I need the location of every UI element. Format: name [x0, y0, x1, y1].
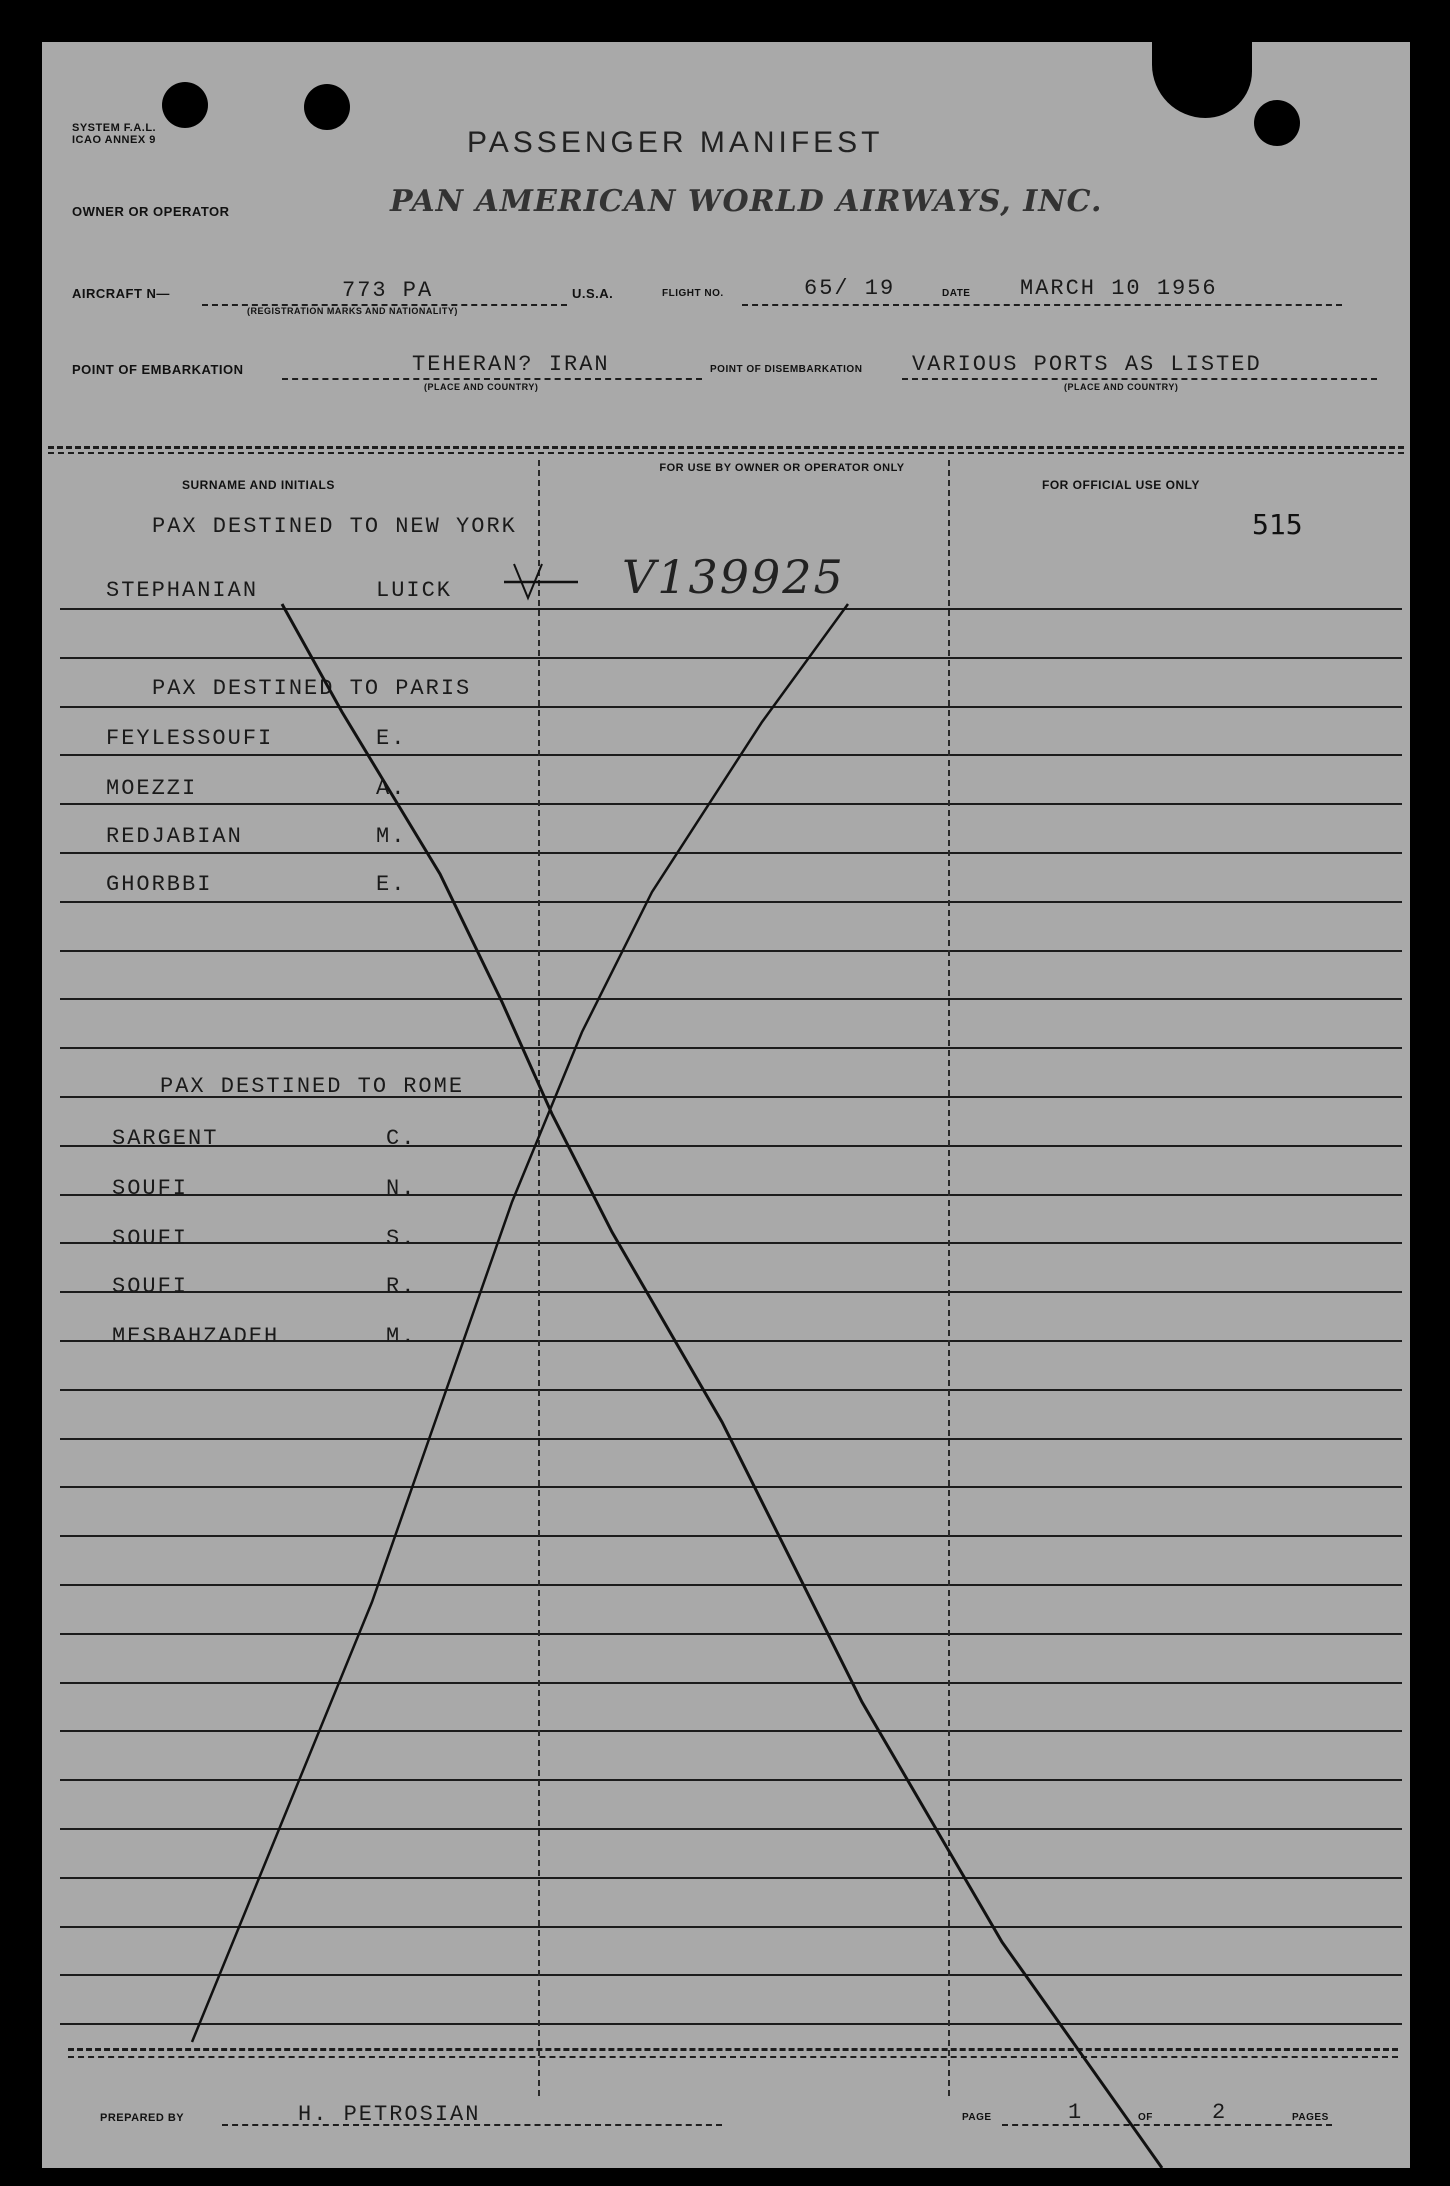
passenger-initial: E. [376, 872, 407, 897]
embarkation-label: POINT OF EMBARKATION [72, 362, 244, 377]
passenger-surname: MESBAHZADEH [112, 1324, 280, 1349]
pages-label: PAGES [1292, 2112, 1329, 2123]
official-number: 515 [1252, 508, 1303, 541]
embarkation-caption: (PLACE AND COUNTRY) [424, 382, 539, 392]
flight-label: FLIGHT NO. [662, 288, 724, 299]
passenger-initial: C. [386, 1126, 417, 1151]
column-header-names: SURNAME AND INITIALS [182, 478, 335, 492]
passenger-initial: S. [386, 1226, 417, 1251]
aircraft-label: AIRCRAFT N— [72, 286, 170, 301]
pages-value: 2 [1212, 2100, 1228, 2125]
disembarkation-label: POINT OF DISEMBARKATION [710, 364, 863, 375]
group-heading: PAX DESTINED TO PARIS [152, 676, 472, 701]
manifest-sheet [42, 42, 1410, 2168]
page-title: PASSENGER MANIFEST [467, 126, 884, 159]
cross-out-overlay [42, 42, 1410, 2168]
passenger-surname: SOUFI [112, 1274, 189, 1299]
header-ref-line: ICAO ANNEX 9 [72, 134, 156, 146]
disembarkation-value: VARIOUS PORTS AS LISTED [912, 352, 1262, 377]
passenger-surname: MOEZZI [106, 776, 198, 801]
header-ref-line: SYSTEM F.A.L. [72, 122, 157, 134]
handwritten-reference: V139925 [622, 550, 845, 604]
owner-label: OWNER OR OPERATOR [72, 204, 230, 219]
passenger-surname: REDJABIAN [106, 824, 243, 849]
passenger-initial: R. [386, 1274, 417, 1299]
cross-out-line [192, 604, 848, 2042]
passenger-surname: SARGENT [112, 1126, 219, 1151]
passenger-surname: SOUFI [112, 1176, 189, 1201]
aircraft-caption: (REGISTRATION MARKS AND NATIONALITY) [247, 306, 458, 316]
usa-label: U.S.A. [572, 286, 614, 301]
prepared-value: H. PETROSIAN [298, 2102, 481, 2127]
column-header-owner: FOR USE BY OWNER OR OPERATOR ONLY [659, 462, 905, 474]
passenger-surname: SOUFI [112, 1226, 189, 1251]
page-value: 1 [1068, 2100, 1084, 2125]
passenger-initial: E. [376, 726, 407, 751]
cross-out-line [282, 604, 1162, 2168]
disembarkation-caption: (PLACE AND COUNTRY) [1064, 382, 1179, 392]
group-heading: PAX DESTINED TO ROME [160, 1074, 465, 1099]
date-value: MARCH 10 1956 [1020, 276, 1218, 301]
flight-value: 65/ 19 [804, 276, 896, 301]
passenger-initial: M. [376, 824, 407, 849]
passenger-surname: STEPHANIAN [106, 578, 259, 603]
passenger-initial: LUICK [376, 578, 453, 603]
passenger-initial: M. [386, 1324, 417, 1349]
passenger-initial: N. [386, 1176, 417, 1201]
of-label: OF [1138, 2112, 1153, 2123]
column-header-official: FOR OFFICIAL USE ONLY [1042, 478, 1200, 492]
owner-value: PAN AMERICAN WORLD AIRWAYS, INC. [390, 184, 1103, 219]
aircraft-value: 773 PA [342, 278, 434, 303]
date-label: DATE [942, 288, 971, 299]
passenger-initial: A. [376, 776, 407, 801]
passenger-surname: GHORBBI [106, 872, 213, 897]
page-label: PAGE [962, 2112, 992, 2123]
passenger-surname: FEYLESSOUFI [106, 726, 274, 751]
prepared-label: PREPARED BY [100, 2112, 185, 2124]
embarkation-value: TEHERAN? IRAN [412, 352, 610, 377]
group-heading: PAX DESTINED TO NEW YORK [152, 514, 517, 539]
